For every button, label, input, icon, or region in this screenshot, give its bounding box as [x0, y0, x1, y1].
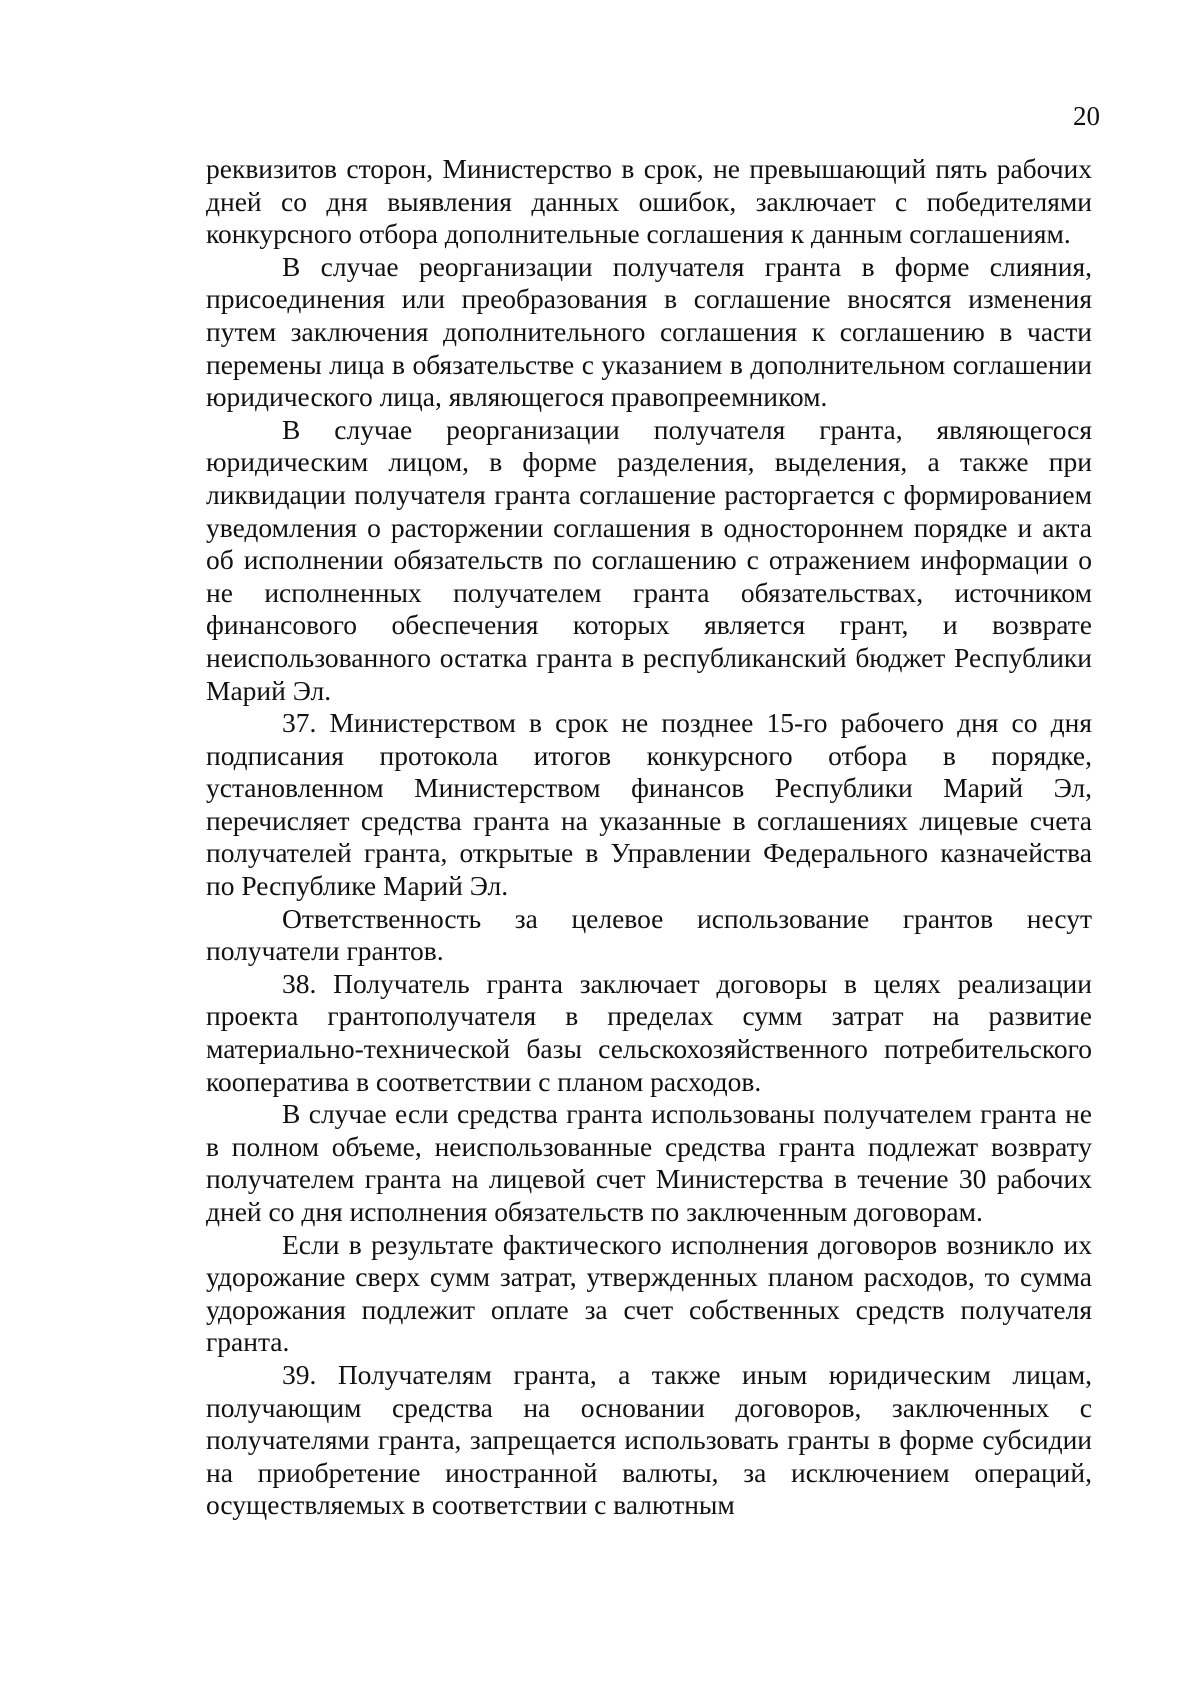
paragraph-continuation: реквизитов сторон, Министерство в срок, не превышающий пять рабочих дней со дня выявления данных ошибок, заключает с победителями конкурсного отбора дополнительные соглашения к данным соглашениям. — [206, 153, 1092, 250]
paragraph-reorganization-division: В случае реорганизации получателя гранта, являющегося юридическим лицом, в форме разделения, выделения, а также при ликвидации получателя гранта соглашение расторгается с формированием уведомления о расторжении соглашения в одностороннем порядке и акта об исполнении обязательств по соглашению с отражением информации о не исполненных получателем гранта обязательствах, источником финансового обеспечения которых является грант, и возврате неиспользованного остатка гранта в республиканский бюджет Республики Марий Эл. — [206, 413, 1092, 706]
paragraph-unused-funds: В случае если средства гранта использованы получателем гранта не в полном объеме, неиспользованные средства гранта подлежат возврату получателем гранта на лицевой счет Министерства в течение 30 рабочих дней со дня исполнения обязательств по заключенным договорам. — [206, 1098, 1092, 1227]
paragraph-clause-39: 39. Получателям гранта, а также иным юридическим лицам, получающим средства на основании договоров, заключенных с получателями гранта, запрещается использовать гранты в форме субсидии на приобретение иностранной валюты, за исключением операций, осуществляемых в соответствии с валютным — [206, 1358, 1092, 1521]
page-number: 20 — [1073, 101, 1100, 131]
paragraph-reorganization-merger: В случае реорганизации получателя гранта в форме слияния, присоединения или преобразования в соглашение вносятся изменения путем заключения дополнительного соглашения к соглашению в части перемены лица в обязательстве с указанием в дополнительном соглашении юридического лица, являющегося правопреемником. — [206, 250, 1092, 413]
paragraph-clause-38: 38. Получатель гранта заключает договоры в целях реализации проекта грантополучателя в пределах сумм затрат на развитие материально-технической базы сельскохозяйственного потребительского кооператива в соответствии с планом расходов. — [206, 967, 1092, 1097]
paragraph-clause-37: 37. Министерством в срок не позднее 15-го рабочего дня со дня подписания протокола итогов конкурсного отбора в порядке, установленном Министерством финансов Республики Марий Эл, перечисляет средства гранта на указанные в соглашениях лицевые счета получателей гранта, открытые в Управлении Федерального казначейства по Республике Марий Эл. — [206, 707, 1092, 902]
document-body — [206, 153, 1092, 1522]
paragraph-responsibility: Ответственность за целевое использование грантов несут получатели грантов. — [206, 902, 1092, 967]
paragraph-cost-increase: Если в результате фактического исполнения договоров возникло их удорожание сверх сумм затрат, утвержденных планом расходов, то сумма удорожания подлежит оплате за счет собственных средств получателя гранта. — [206, 1228, 1092, 1358]
